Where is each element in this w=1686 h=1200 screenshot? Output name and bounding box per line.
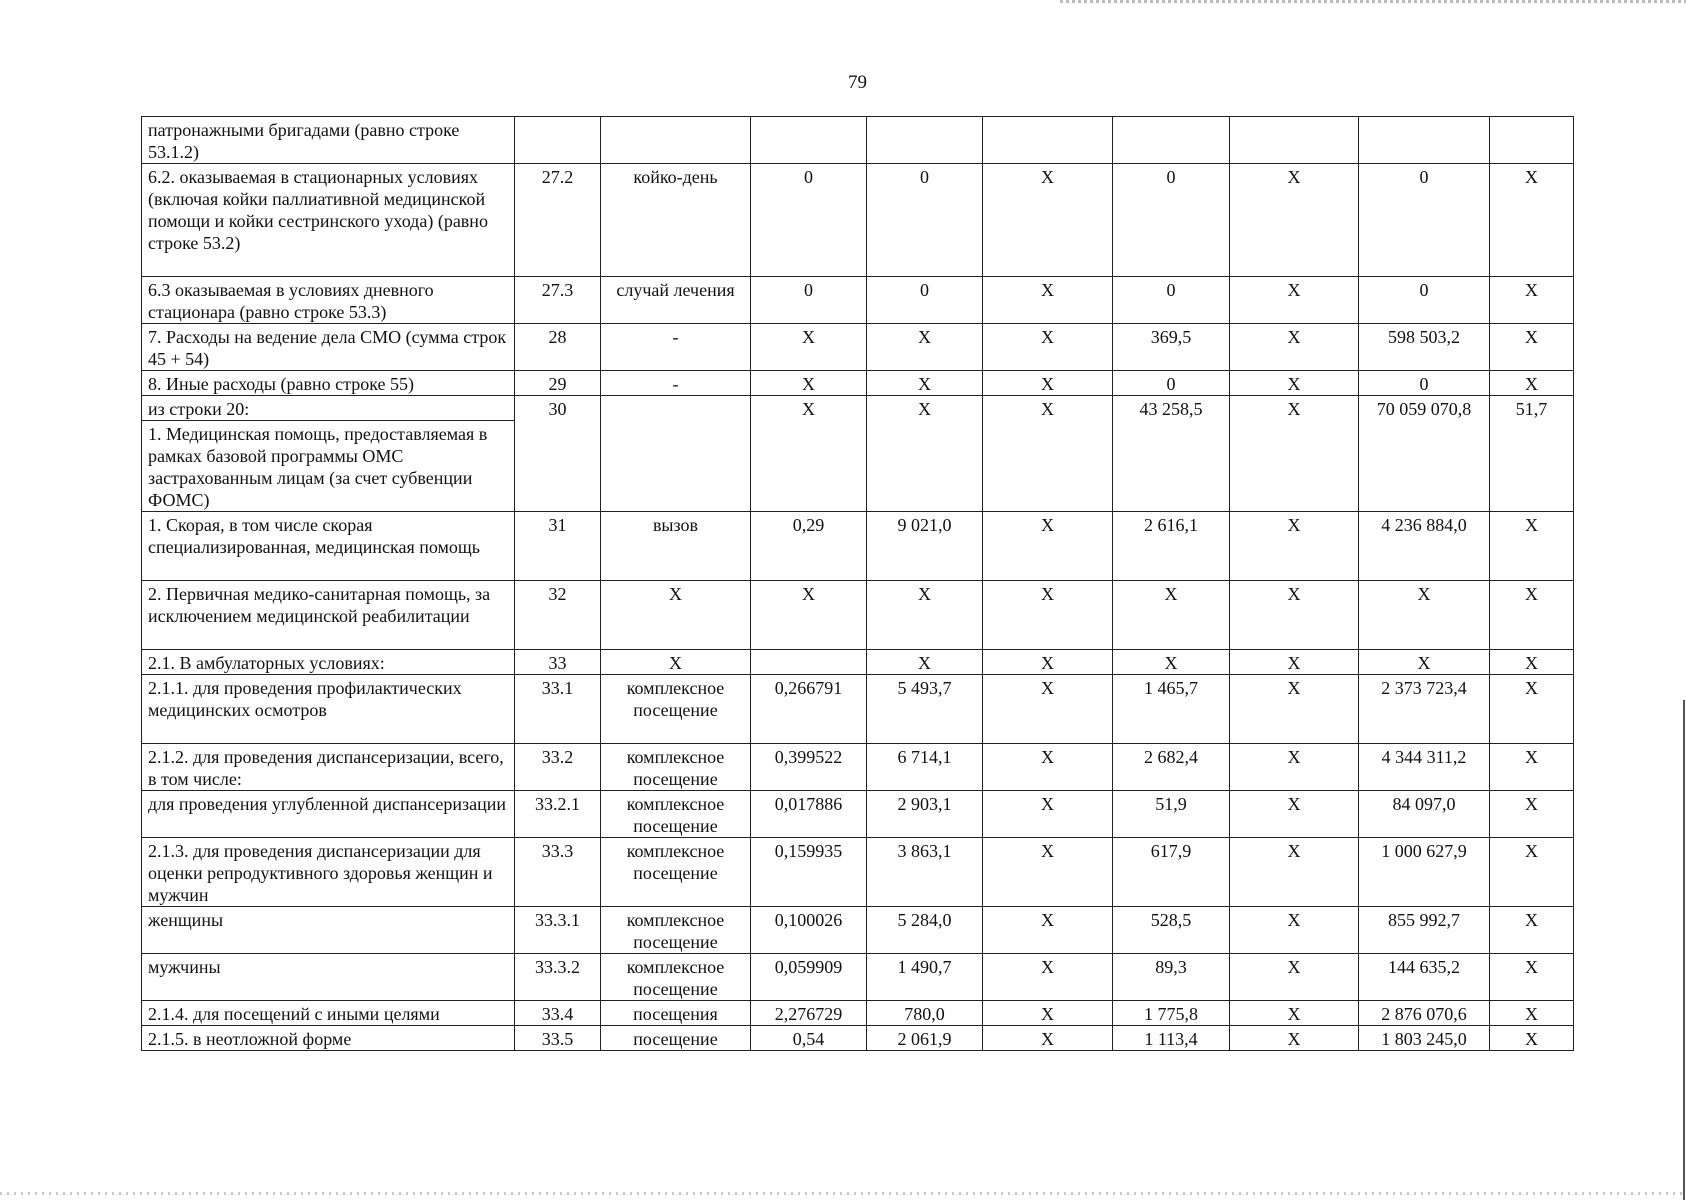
table-row [142, 954, 1574, 1001]
row-value: 43 258,5 [1113, 396, 1230, 512]
row-value: Х [1490, 324, 1574, 371]
row-unit: случай лечения [601, 277, 751, 324]
row-value: Х [1490, 650, 1574, 675]
row-value [751, 117, 867, 164]
row-value: Х [1490, 907, 1574, 954]
row-value: 617,9 [1113, 838, 1230, 907]
row-value [1359, 117, 1490, 164]
row-value: 0 [1359, 371, 1490, 396]
row-value: 780,0 [867, 1001, 983, 1026]
row-unit: Х [601, 581, 751, 650]
row-value: 0,059909 [751, 954, 867, 1001]
row-value: Х [751, 581, 867, 650]
row-code: 29 [515, 371, 601, 396]
row-value: Х [1230, 675, 1359, 744]
row-code: 33.2.1 [515, 791, 601, 838]
row-name: женщины [142, 907, 515, 954]
row-name: из строки 20: [142, 396, 515, 421]
row-value: Х [983, 1001, 1113, 1026]
row-value: 2 876 070,6 [1359, 1001, 1490, 1026]
row-value: Х [1230, 1026, 1359, 1051]
row-value: 0,29 [751, 512, 867, 581]
row-unit: комплексное посещение [601, 838, 751, 907]
row-unit [601, 396, 751, 512]
row-value: Х [1230, 907, 1359, 954]
table-row [142, 117, 1574, 164]
row-value: 2 061,9 [867, 1026, 983, 1051]
row-value: Х [1230, 1001, 1359, 1026]
row-value: Х [751, 371, 867, 396]
row-value: Х [1490, 1026, 1574, 1051]
row-value: Х [983, 371, 1113, 396]
row-value [867, 117, 983, 164]
table-row [142, 324, 1574, 371]
table-row [142, 650, 1574, 675]
row-value: 1 803 245,0 [1359, 1026, 1490, 1051]
row-unit: Х [601, 650, 751, 675]
row-value [751, 650, 867, 675]
row-value: 89,3 [1113, 954, 1230, 1001]
scan-artifact-top [1060, 0, 1686, 3]
row-unit: комплексное посещение [601, 675, 751, 744]
row-value: Х [983, 675, 1113, 744]
row-value: 2 903,1 [867, 791, 983, 838]
row-value: Х [1490, 581, 1574, 650]
row-value: Х [983, 396, 1113, 512]
row-unit: комплексное посещение [601, 791, 751, 838]
row-value: Х [1490, 371, 1574, 396]
row-value: 0,54 [751, 1026, 867, 1051]
table-row [142, 907, 1574, 954]
row-value: Х [1113, 581, 1230, 650]
row-unit [601, 117, 751, 164]
row-value: Х [1230, 324, 1359, 371]
row-value: Х [1230, 650, 1359, 675]
row-value: Х [1490, 744, 1574, 791]
row-value: Х [1230, 371, 1359, 396]
row-value: 2 682,4 [1113, 744, 1230, 791]
row-value: 855 992,7 [1359, 907, 1490, 954]
table-row [142, 512, 1574, 581]
row-value: Х [751, 396, 867, 512]
row-value: Х [867, 650, 983, 675]
row-value: Х [1230, 954, 1359, 1001]
table-row [142, 675, 1574, 744]
row-code: 33.3.1 [515, 907, 601, 954]
row-value: Х [983, 324, 1113, 371]
row-value: Х [983, 581, 1113, 650]
row-value: Х [867, 581, 983, 650]
row-value: 369,5 [1113, 324, 1230, 371]
row-value: 2,276729 [751, 1001, 867, 1026]
row-value: Х [983, 512, 1113, 581]
row-code: 33.1 [515, 675, 601, 744]
row-unit: - [601, 371, 751, 396]
row-value: Х [1230, 744, 1359, 791]
row-code: 33 [515, 650, 601, 675]
row-value: Х [1490, 791, 1574, 838]
row-name: 2.1. В амбулаторных условиях: [142, 650, 515, 675]
row-value: Х [983, 164, 1113, 277]
row-unit: койко-день [601, 164, 751, 277]
row-name: 2.1.3. для проведения диспансеризации для оценки репродуктивного здоровья женщин и мужчин [142, 838, 515, 907]
row-value [1230, 117, 1359, 164]
row-value: Х [1490, 838, 1574, 907]
table-row [142, 164, 1574, 277]
row-value: 0 [1113, 164, 1230, 277]
row-unit: комплексное посещение [601, 954, 751, 1001]
row-value: 0,399522 [751, 744, 867, 791]
row-value: Х [1490, 164, 1574, 277]
row-value: Х [983, 838, 1113, 907]
row-value: Х [983, 744, 1113, 791]
row-value: 9 021,0 [867, 512, 983, 581]
row-value [1490, 117, 1574, 164]
table-row [142, 371, 1574, 396]
row-code: 33.3.2 [515, 954, 601, 1001]
row-name: 6.2. оказываемая в стационарных условиях (включая койки паллиативной медицинской помощи и койки сестринского ухода) (равно строке 53.2) [142, 164, 515, 277]
row-value: 84 097,0 [1359, 791, 1490, 838]
row-value: 0,266791 [751, 675, 867, 744]
row-name: патронажными бригадами (равно строке 53.1.2) [142, 117, 515, 164]
row-value: 51,7 [1490, 396, 1574, 512]
row-value: Х [1359, 650, 1490, 675]
row-value: 0 [1359, 277, 1490, 324]
row-value: Х [1230, 396, 1359, 512]
row-value: 598 503,2 [1359, 324, 1490, 371]
table-row [142, 1026, 1574, 1051]
row-unit: комплексное посещение [601, 744, 751, 791]
row-value: 0 [867, 277, 983, 324]
row-value: 51,9 [1113, 791, 1230, 838]
row-name: 6.3 оказываемая в условиях дневного стационара (равно строке 53.3) [142, 277, 515, 324]
row-name: 1. Скорая, в том числе скорая специализированная, медицинская помощь [142, 512, 515, 581]
row-value: Х [867, 396, 983, 512]
table-row [142, 744, 1574, 791]
row-value: 6 714,1 [867, 744, 983, 791]
row-code: 33.5 [515, 1026, 601, 1051]
row-value [1113, 117, 1230, 164]
row-value: Х [1113, 650, 1230, 675]
row-value: 5 493,7 [867, 675, 983, 744]
row-unit: посещение [601, 1026, 751, 1051]
row-value: 1 000 627,9 [1359, 838, 1490, 907]
row-value: 0 [751, 164, 867, 277]
row-code: 32 [515, 581, 601, 650]
row-value: Х [867, 371, 983, 396]
row-unit: вызов [601, 512, 751, 581]
row-code: 33.3 [515, 838, 601, 907]
row-code: 33.2 [515, 744, 601, 791]
row-value: Х [1490, 512, 1574, 581]
row-value: 3 863,1 [867, 838, 983, 907]
row-value: 4 344 311,2 [1359, 744, 1490, 791]
row-value: Х [867, 324, 983, 371]
row-value: Х [1230, 164, 1359, 277]
row-code: 31 [515, 512, 601, 581]
table-row [142, 1001, 1574, 1026]
row-name: 8. Иные расходы (равно строке 55) [142, 371, 515, 396]
table-row [142, 581, 1574, 650]
row-value: Х [1490, 675, 1574, 744]
row-name: 2.1.4. для посещений с иными целями [142, 1001, 515, 1026]
row-value: Х [1230, 838, 1359, 907]
row-value: 0,017886 [751, 791, 867, 838]
row-name: для проведения углубленной диспансеризации [142, 791, 515, 838]
row-value: 1 113,4 [1113, 1026, 1230, 1051]
row-code: 28 [515, 324, 601, 371]
row-value: 5 284,0 [867, 907, 983, 954]
row-unit: комплексное посещение [601, 907, 751, 954]
row-value: Х [983, 954, 1113, 1001]
row-value: Х [1359, 581, 1490, 650]
row-code [515, 117, 601, 164]
row-value: Х [983, 907, 1113, 954]
row-value: 2 616,1 [1113, 512, 1230, 581]
row-value: Х [751, 324, 867, 371]
row-value: 70 059 070,8 [1359, 396, 1490, 512]
row-code: 27.2 [515, 164, 601, 277]
row-value: Х [1490, 954, 1574, 1001]
table-body [142, 117, 1574, 1051]
row-name: 2.1.2. для проведения диспансеризации, всего, в том числе: [142, 744, 515, 791]
row-value: Х [1230, 791, 1359, 838]
row-value: 1 465,7 [1113, 675, 1230, 744]
row-value: 1 775,8 [1113, 1001, 1230, 1026]
row-name: 2.1.1. для проведения профилактических медицинских осмотров [142, 675, 515, 744]
row-value: 1 490,7 [867, 954, 983, 1001]
table-row [142, 396, 1574, 421]
row-unit: посещения [601, 1001, 751, 1026]
row-value: 0 [1359, 164, 1490, 277]
row-value: Х [983, 791, 1113, 838]
row-value: Х [1230, 277, 1359, 324]
row-value: Х [1230, 512, 1359, 581]
table-row [142, 838, 1574, 907]
data-table [141, 116, 1574, 1051]
row-value: 0 [1113, 371, 1230, 396]
row-code: 27.3 [515, 277, 601, 324]
table-row [142, 277, 1574, 324]
row-value: 0 [751, 277, 867, 324]
row-value: 144 635,2 [1359, 954, 1490, 1001]
row-name: 7. Расходы на ведение дела СМО (сумма строк 45 + 54) [142, 324, 515, 371]
row-value: Х [983, 277, 1113, 324]
row-value: 4 236 884,0 [1359, 512, 1490, 581]
row-code: 30 [515, 396, 601, 512]
row-value: Х [983, 1026, 1113, 1051]
row-value: 2 373 723,4 [1359, 675, 1490, 744]
table-row [142, 791, 1574, 838]
row-unit: - [601, 324, 751, 371]
page-number: 79 [848, 72, 867, 93]
row-name: мужчины [142, 954, 515, 1001]
row-value: 0 [867, 164, 983, 277]
row-name: 1. Медицинская помощь, предоставляемая в рамках базовой программы ОМС застрахованным лицам (за счет субвенции ФОМС) [142, 421, 515, 512]
scan-artifact-right [1683, 700, 1685, 1200]
scan-artifact-bottom [0, 1192, 1686, 1195]
row-name: 2.1.5. в неотложной форме [142, 1026, 515, 1051]
row-value: Х [1230, 581, 1359, 650]
row-value: 0 [1113, 277, 1230, 324]
row-value: 0,100026 [751, 907, 867, 954]
row-value [983, 117, 1113, 164]
row-value: 528,5 [1113, 907, 1230, 954]
row-value: Х [1490, 1001, 1574, 1026]
row-value: 0,159935 [751, 838, 867, 907]
row-value: Х [1490, 277, 1574, 324]
row-code: 33.4 [515, 1001, 601, 1026]
row-name: 2. Первичная медико-санитарная помощь, за исключением медицинской реабилитации [142, 581, 515, 650]
row-value: Х [983, 650, 1113, 675]
